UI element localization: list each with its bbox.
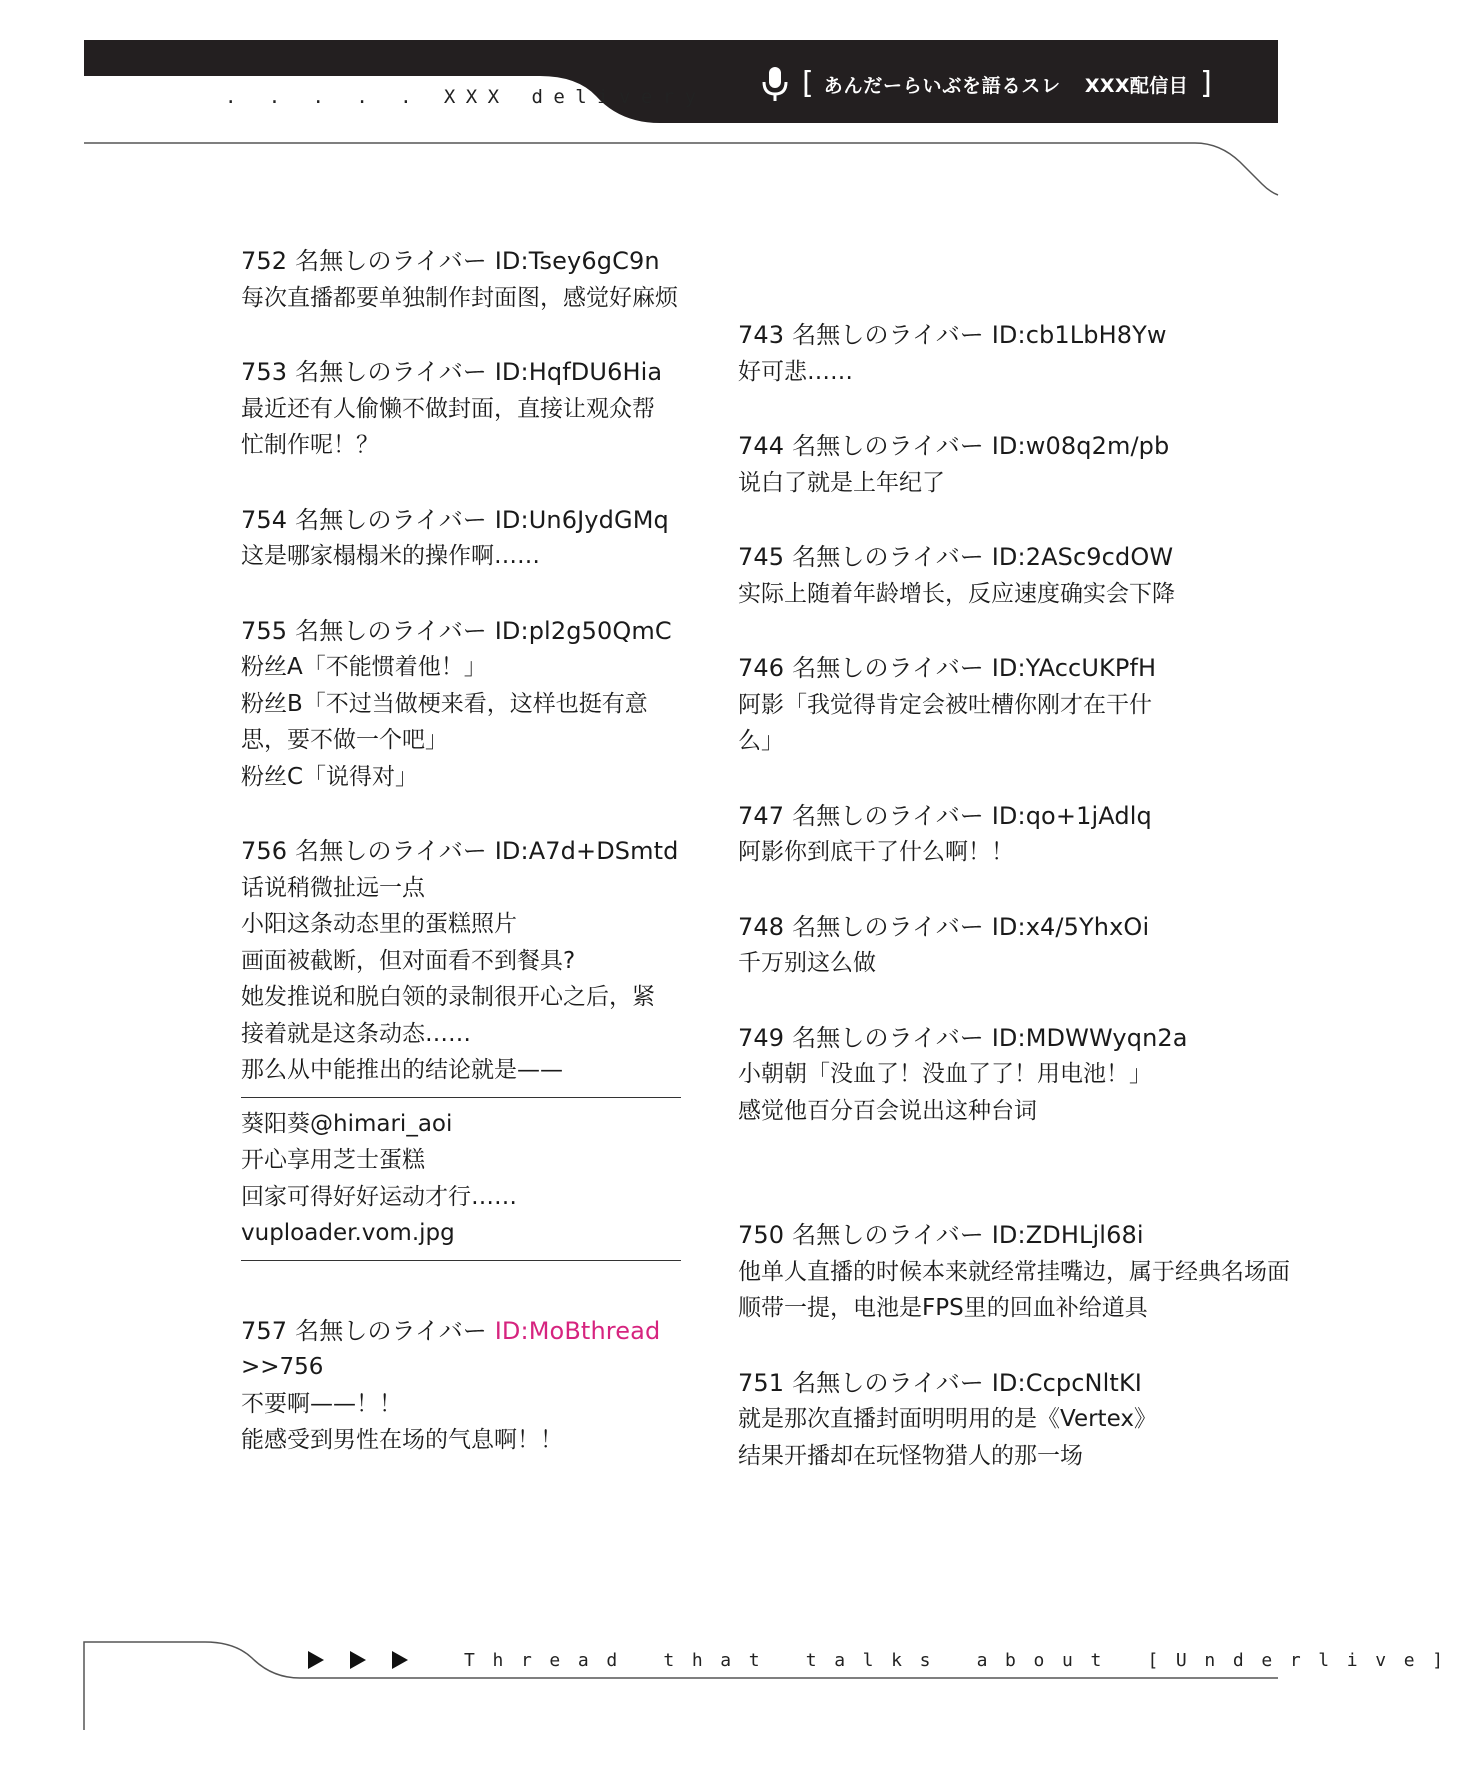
post-number: 752: [241, 247, 288, 275]
quoted-text-line: 开心享用芝士蛋糕: [241, 1147, 425, 1173]
post-text-line: 就是那次直播封面明明用的是《Vertex》: [738, 1406, 1157, 1432]
post-756: [241, 833, 711, 1261]
poster-id: ID:MDWWyqn2a: [991, 1023, 1188, 1052]
post-text-line: 粉丝B「不过当做梗来看，这样也挺有意: [241, 690, 648, 717]
poster-name: 名無しのライバー: [295, 358, 487, 386]
post-text-line: 好可悲……: [738, 358, 853, 385]
post-text-line: 每次直播都要单独制作封面图，感觉好麻烦: [241, 284, 678, 311]
footer-decoration: [0, 1620, 1331, 1740]
post-749: [738, 1020, 1338, 1130]
post-text-line: 这是哪家榻榻米的操作啊……: [241, 543, 540, 569]
poster-name: 名無しのライバー: [295, 837, 487, 865]
poster-id: ID:2ASc9cdOW: [991, 543, 1174, 571]
poster-id: ID:A7d+DSmtd: [494, 837, 679, 865]
bracket-close: ]: [1200, 66, 1212, 101]
post-number: 746: [738, 654, 785, 682]
post-750: [738, 1217, 1338, 1327]
post-754: [241, 502, 711, 575]
poster-id: ID:pl2g50QmC: [494, 616, 672, 645]
poster-name: 名無しのライバー: [792, 432, 984, 460]
post-744: [738, 428, 1338, 501]
post-text-line: 她发推说和脱白领的录制很开心之后，紧: [241, 984, 655, 1010]
post-text-line: 么」: [738, 728, 784, 754]
poster-name: 名無しのライバー: [792, 321, 984, 349]
post-text-line: 小朝朝「没血了！没血了了！用电池！」: [738, 1061, 1152, 1087]
post-text-line: 千万别这么做: [738, 950, 876, 976]
poster-id: ID:YAccUKPfH: [991, 654, 1157, 682]
post-header: [241, 1313, 711, 1350]
post-text-line: 他单人直播的时候本来就经常挂嘴边，属于经典名场面: [738, 1258, 1290, 1285]
divider: [241, 1260, 681, 1261]
post-text-line: 粉丝C「说得对」: [241, 763, 419, 790]
header-thread-title: [760, 64, 1212, 104]
post-745: [738, 539, 1338, 612]
quoted-tweet: [241, 1097, 711, 1261]
post-number: 750: [738, 1221, 785, 1249]
poster-id: ID:x4/5YhxOi: [991, 912, 1150, 941]
poster-id: ID:w08q2m/pb: [991, 432, 1170, 460]
post-header: [738, 1365, 1338, 1402]
poster-id: ID:Tsey6gC9n: [494, 247, 660, 275]
post-number: 757: [241, 1316, 288, 1345]
post-number: 747: [738, 801, 785, 830]
poster-name: 名無しのライバー: [792, 1368, 984, 1397]
post-number: 751: [738, 1368, 785, 1397]
post-text-line: 阿影「我觉得肯定会被吐槽你刚才在干什: [738, 691, 1152, 718]
poster-id: ID:CcpcNltKI: [991, 1368, 1143, 1397]
post-747: [738, 798, 1338, 871]
post-header: [738, 909, 1338, 946]
header-left-text: . . . . . XXX delivery: [225, 86, 707, 108]
post-751: [738, 1365, 1338, 1475]
post-number: 755: [241, 616, 288, 645]
right-column: [738, 317, 1338, 1512]
poster-name: 名無しのライバー: [295, 616, 487, 645]
post-header: [738, 1020, 1338, 1057]
post-text-line: 感觉他百分百会说出这种台词: [738, 1097, 1037, 1124]
post-number: 745: [738, 543, 785, 571]
quoted-text-line: vuploader.vom.jpg: [241, 1220, 455, 1246]
quoted-text-line: 葵阳葵@himari_aoi: [241, 1110, 453, 1137]
post-number: 749: [738, 1023, 785, 1052]
post-header: [241, 354, 711, 391]
post-text-line: 顺带一提，电池是FPS里的回血补给道具: [738, 1295, 1148, 1321]
post-753: [241, 354, 711, 464]
poster-id: ID:HqfDU6Hia: [494, 358, 663, 386]
poster-name: 名無しのライバー: [792, 654, 984, 682]
post-746: [738, 650, 1338, 760]
post-757: [241, 1313, 711, 1459]
post-752: [241, 243, 711, 316]
post-text-line: 那么从中能推出的结论就是——: [241, 1057, 563, 1083]
poster-name: 名無しのライバー: [295, 247, 487, 275]
post-header: [241, 833, 711, 870]
post-text-line: 说白了就是上年纪了: [738, 469, 945, 496]
microphone-icon: [760, 66, 790, 102]
post-body: [241, 1349, 711, 1459]
poster-id: ID:Un6JydGMq: [494, 505, 669, 534]
poster-id-highlighted: ID:MoBthread: [494, 1316, 661, 1345]
post-text-line: 忙制作呢！？: [241, 432, 379, 458]
post-header: [738, 428, 1338, 465]
poster-name: 名無しのライバー: [792, 801, 984, 830]
thread-title: あんだーらいぶを語るスレ: [823, 74, 1061, 97]
play-icon: [392, 1651, 408, 1669]
post-text-line: 能感受到男性在场的气息啊！！: [241, 1427, 563, 1453]
post-number: 744: [738, 432, 785, 460]
post-text-line: 实际上随着年龄增长，反应速度确实会下降: [738, 580, 1175, 607]
post-text-line: >>756: [241, 1354, 324, 1380]
post-header: [241, 243, 711, 280]
post-number: 743: [738, 321, 785, 349]
poster-name: 名無しのライバー: [792, 1221, 984, 1249]
right-post-list: [738, 317, 1338, 1474]
post-text-line: 小阳这条动态里的蛋糕照片: [241, 911, 517, 937]
play-icon: [350, 1651, 366, 1669]
post-number: 748: [738, 912, 785, 941]
post-text-line: 画面被截断，但对面看不到餐具?: [241, 947, 576, 974]
post-header: [738, 798, 1338, 835]
post-748: [738, 909, 1338, 982]
post-body: [241, 870, 711, 1089]
bracket-open: [: [802, 66, 814, 101]
post-number: 754: [241, 505, 288, 534]
poster-name: 名無しのライバー: [792, 543, 984, 571]
post-header: [738, 539, 1338, 576]
post-743: [738, 317, 1338, 390]
post-text-line: 结果开播却在玩怪物猎人的那一场: [738, 1442, 1083, 1469]
post-text-line: 最近还有人偷懒不做封面，直接让观众帮: [241, 395, 655, 422]
left-column: [241, 243, 711, 1497]
poster-id: ID:qo+1jAdlq: [991, 801, 1152, 830]
poster-id: ID:cb1LbH8Yw: [991, 321, 1167, 349]
footer-caption: Thread that talks about [Underlive]: [464, 1649, 1461, 1671]
post-header: [241, 613, 711, 650]
footer-caption-row: [308, 1645, 1461, 1675]
post-755: [241, 613, 711, 796]
post-text-line: 接着就是这条动态……: [241, 1020, 471, 1047]
post-header: [738, 650, 1338, 687]
quoted-tweet-body: [241, 1106, 711, 1252]
left-post-list: [241, 243, 711, 795]
post-text-line: 思，要不做一个吧」: [241, 727, 448, 753]
poster-name: 名無しのライバー: [792, 1023, 984, 1052]
post-text-line: 不要啊——！！: [241, 1390, 402, 1417]
poster-name: 名無しのライバー: [792, 912, 984, 941]
post-number: 756: [241, 837, 288, 865]
header-rule: [84, 143, 1278, 195]
poster-name: 名無しのライバー: [295, 505, 487, 534]
poster-name: 名無しのライバー: [295, 1316, 487, 1345]
post-number: 753: [241, 358, 288, 386]
post-header: [738, 317, 1338, 354]
play-icon: [308, 1651, 324, 1669]
poster-id: ID:ZDHLjl68i: [991, 1221, 1144, 1249]
post-header: [738, 1217, 1338, 1254]
post-header: [241, 502, 711, 539]
thread-episode: XXX配信目: [1084, 74, 1189, 97]
post-text-line: 话说稍微扯远一点: [241, 874, 425, 901]
divider: [241, 1097, 681, 1098]
post-text-line: 阿影你到底干了什么啊！！: [738, 839, 1014, 865]
quoted-text-line: 回家可得好好运动才行……: [241, 1183, 517, 1210]
post-text-line: 粉丝A「不能惯着他！」: [241, 654, 487, 680]
